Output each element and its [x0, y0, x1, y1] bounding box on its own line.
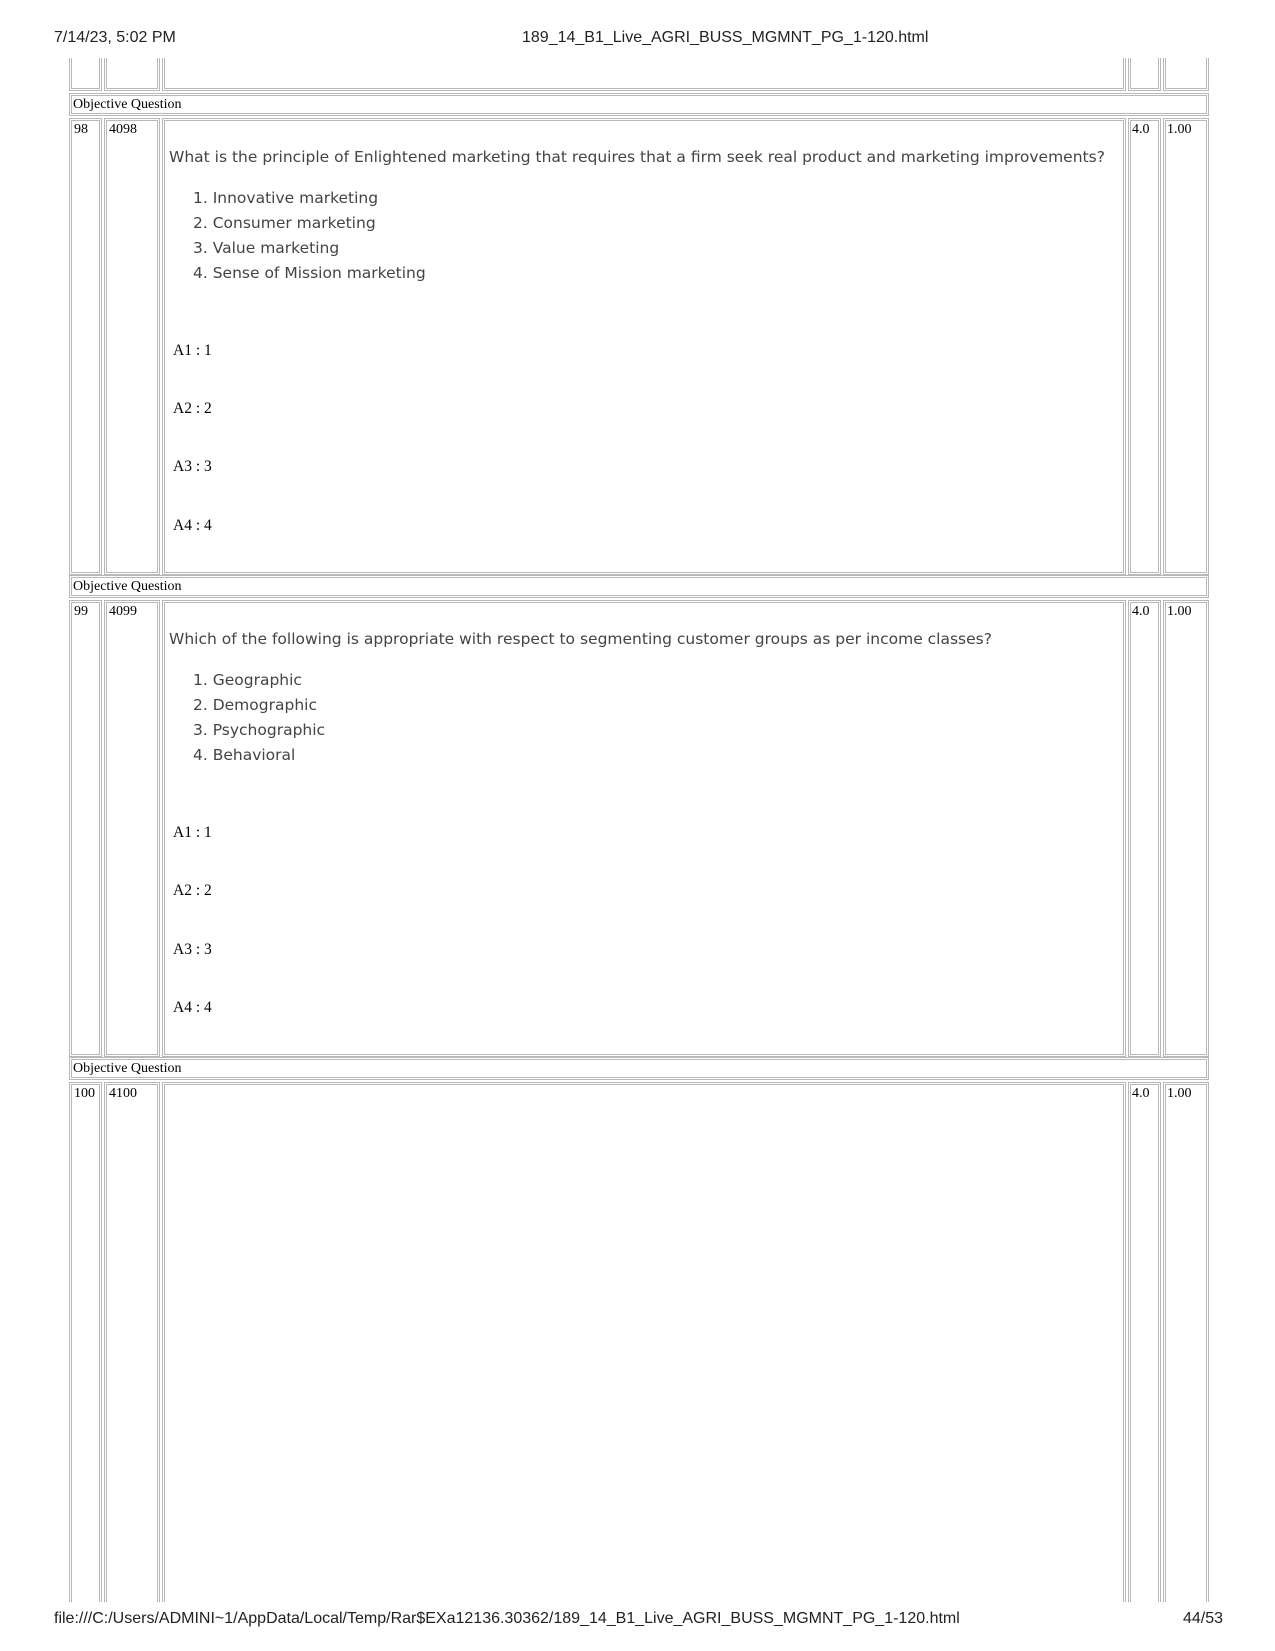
question-marks: 4.0	[1132, 122, 1150, 137]
section-header-row	[69, 575, 1209, 598]
answer-option: A4 : 4	[173, 517, 212, 534]
print-document-title: 189_14_B1_Live_AGRI_BUSS_MGMNT_PG_1-120.html	[522, 29, 929, 46]
question-id-cell	[104, 118, 160, 575]
question-id-cell	[104, 1082, 160, 1602]
option-item: 4. Behavioral	[193, 746, 296, 764]
question-negative-marks: 1.00	[1167, 122, 1192, 137]
serial-cell	[69, 1082, 102, 1602]
question-serial: 100	[74, 1086, 95, 1101]
question-negative-marks: 1.00	[1167, 604, 1192, 619]
question-id-cell	[104, 600, 160, 1057]
prev-negative-cell	[1163, 58, 1209, 91]
option-item: 2. Consumer marketing	[193, 214, 376, 232]
marks-cell	[1128, 600, 1161, 1057]
prev-marks-cell	[1128, 58, 1161, 91]
marks-cell	[1128, 1082, 1161, 1602]
option-item: 3. Psychographic	[193, 721, 326, 739]
prev-content-cell	[162, 58, 1126, 91]
option-item: 1. Geographic	[193, 671, 302, 689]
question-id: 4100	[109, 1086, 137, 1101]
option-item: 2. Demographic	[193, 696, 317, 714]
question-marks: 4.0	[1132, 604, 1150, 619]
answer-option: A3 : 3	[173, 458, 212, 475]
question-marks: 4.0	[1132, 1086, 1150, 1101]
marks-cell	[1128, 118, 1161, 575]
options-list	[193, 668, 325, 768]
answer-option: A3 : 3	[173, 941, 212, 958]
answer-option: A4 : 4	[173, 999, 212, 1016]
question-negative-marks: 1.00	[1167, 1086, 1192, 1101]
question-content-cell	[162, 1082, 1126, 1602]
prev-id-cell	[104, 58, 160, 91]
section-label: Objective Question	[73, 579, 182, 594]
option-item: 1. Innovative marketing	[193, 189, 379, 207]
options-list	[193, 186, 426, 286]
question-serial: 98	[74, 122, 88, 137]
serial-cell	[69, 118, 102, 575]
section-header-row	[69, 1057, 1209, 1080]
prev-serial-cell	[69, 58, 102, 91]
answer-option: A1 : 1	[173, 342, 212, 359]
negative-marks-cell	[1163, 600, 1209, 1057]
question-id: 4098	[109, 122, 137, 137]
serial-cell	[69, 600, 102, 1057]
answer-option: A1 : 1	[173, 824, 212, 841]
print-datetime: 7/14/23, 5:02 PM	[54, 29, 176, 46]
print-file-url: file:///C:/Users/ADMINI~1/AppData/Local/Temp/Rar$EXa12136.30362/189_14_B1_Live_AGRI_BUSS_MGMNT_PG_1-120.html	[54, 1610, 960, 1627]
question-id: 4099	[109, 604, 137, 619]
question-serial: 99	[74, 604, 88, 619]
question-text: What is the principle of Enlightened marketing that requires that a firm seek real product and marketing improvements?	[169, 148, 1105, 166]
option-item: 4. Sense of Mission marketing	[193, 264, 426, 282]
section-label: Objective Question	[73, 1061, 182, 1076]
print-page-number: 44/53	[1182, 1610, 1223, 1627]
answer-option: A2 : 2	[173, 882, 212, 899]
section-header-row	[69, 93, 1209, 116]
option-item: 3. Value marketing	[193, 239, 340, 257]
section-label: Objective Question	[73, 97, 182, 112]
negative-marks-cell	[1163, 118, 1209, 575]
negative-marks-cell	[1163, 1082, 1209, 1602]
question-text: Which of the following is appropriate with respect to segmenting customer groups as per income classes?	[169, 630, 992, 648]
answer-option: A2 : 2	[173, 400, 212, 417]
